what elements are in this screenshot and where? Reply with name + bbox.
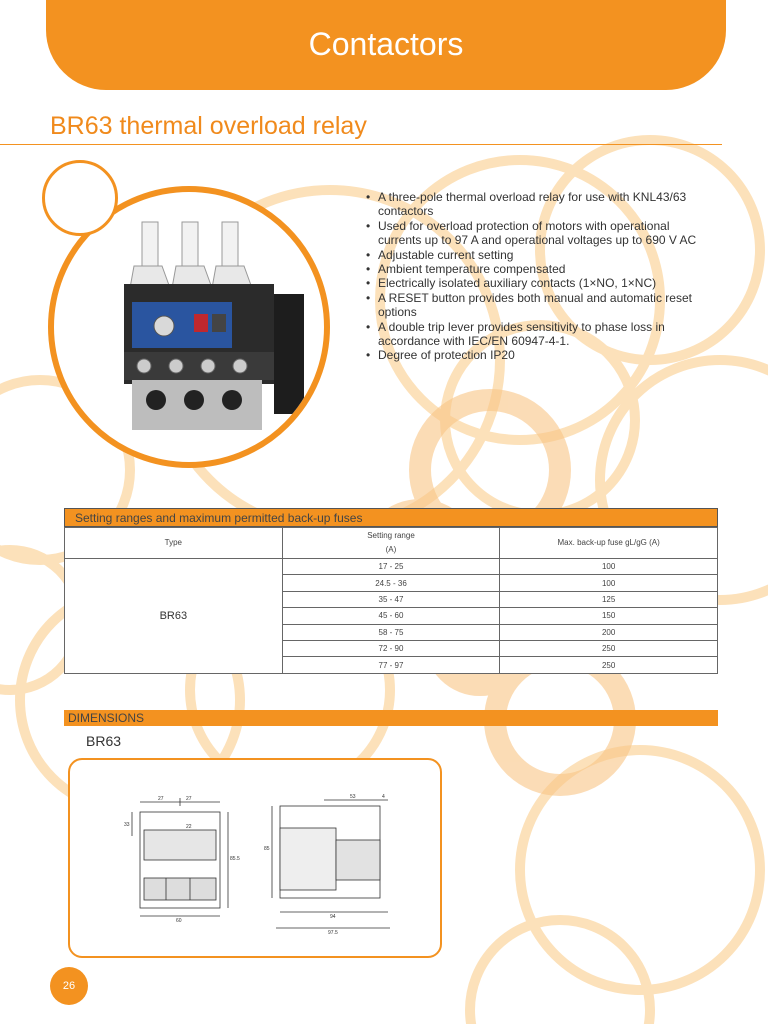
dim-side-height: 85	[264, 846, 270, 852]
feature-item: • A RESET button provides both manual and automatic reset options	[366, 291, 716, 320]
dimensions-title: DIMENSIONS	[68, 711, 145, 725]
fuse-cell: 250	[500, 657, 718, 673]
page-number: 26	[50, 967, 88, 1005]
feature-item: • Electrically isolated auxiliary contacts (1×NO, 1×NC)	[366, 276, 716, 290]
feature-item: • A double trip lever provides sensitivity to phase loss in accordance with IEC/EN 60947-4-1.	[366, 320, 716, 349]
fuse-cell: 100	[500, 575, 718, 591]
header-tab	[46, 0, 726, 90]
dim-side-top-small: 4	[382, 794, 385, 800]
section-title: Contactors	[308, 26, 464, 62]
fuse-cell: 125	[500, 591, 718, 607]
dim-front-top-a: 27	[158, 796, 164, 802]
header-type: Type	[65, 528, 283, 559]
range-cell: 58 - 75	[282, 624, 500, 640]
range-cell: 77 - 97	[282, 657, 500, 673]
range-cell: 24.5 - 36	[282, 575, 500, 591]
feature-item: • Degree of protection IP20	[366, 348, 716, 362]
dim-front-top-b: 27	[186, 796, 192, 802]
dim-side-depth: 94	[330, 914, 336, 920]
range-cell: 45 - 60	[282, 608, 500, 624]
header-setting-range	[282, 528, 500, 559]
title-divider	[0, 144, 722, 145]
header-setting-range-line1: Setting range	[367, 531, 415, 540]
table-title: Setting ranges and maximum permitted back-up fuses	[75, 511, 363, 525]
header-fuse: Max. back-up fuse gL/gG (A)	[500, 528, 718, 559]
setting-ranges-table	[64, 527, 718, 674]
fuse-cell: 150	[500, 608, 718, 624]
range-cell: 17 - 25	[282, 559, 500, 575]
dim-side-total: 97.5	[328, 930, 338, 936]
dim-front-height: 85.5	[230, 856, 240, 862]
dim-front-side: 33	[124, 822, 130, 828]
type-cell: BR63	[65, 559, 283, 674]
decorative-ring	[42, 160, 118, 236]
dimensions-model: BR63	[86, 733, 122, 749]
dim-front-width: 60	[176, 918, 182, 924]
feature-item: • Used for overload protection of motors with operational currents up to 97 A and operational voltages up to 690 V AC	[366, 219, 716, 248]
fuse-cell: 200	[500, 624, 718, 640]
technical-drawing	[70, 760, 444, 960]
header-setting-range-line2: (A)	[385, 545, 397, 554]
feature-list	[366, 190, 716, 363]
table-header-row	[65, 528, 718, 559]
fuse-cell: 250	[500, 640, 718, 656]
page-title: BR63 thermal overload relay	[50, 112, 367, 140]
feature-item: • Ambient temperature compensated	[366, 262, 716, 276]
dim-side-top: 53	[350, 794, 356, 800]
table-title-band	[64, 508, 718, 527]
feature-item: • Adjustable current setting	[366, 248, 716, 262]
range-cell: 72 - 90	[282, 640, 500, 656]
relay-illustration	[84, 214, 304, 434]
range-cell: 35 - 47	[282, 591, 500, 607]
dim-front-small: 22	[186, 824, 192, 830]
table-row	[65, 559, 718, 575]
dimension-drawing	[68, 758, 442, 958]
feature-item: • A three-pole thermal overload relay for use with KNL43/63 contactors	[366, 190, 716, 219]
dimensions-band	[64, 710, 718, 726]
fuse-cell: 100	[500, 559, 718, 575]
